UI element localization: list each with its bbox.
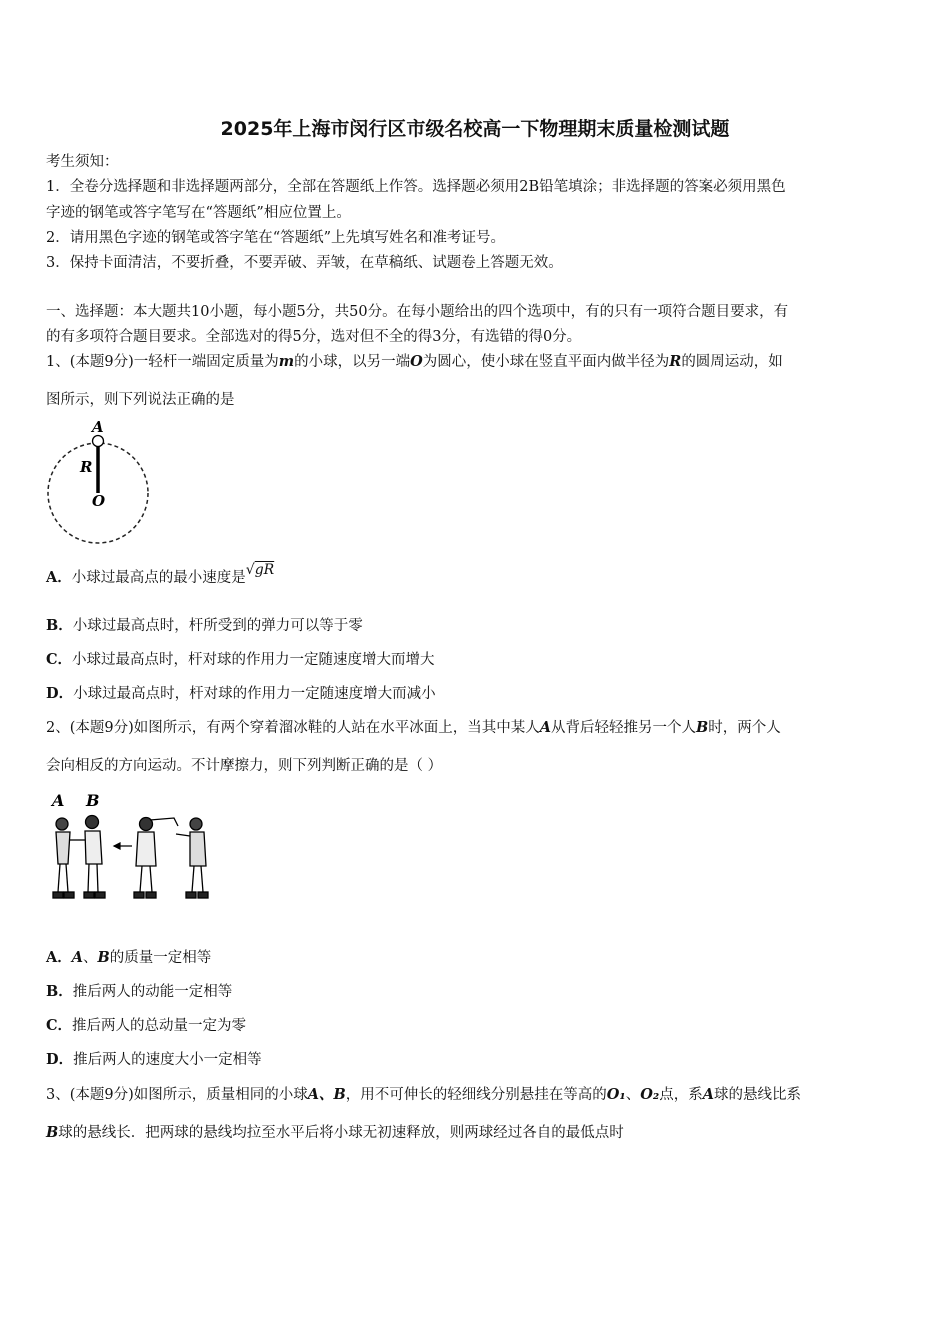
q1-option-d: D．小球过最高点时，杆对球的作用力一定随速度增大而减小: [46, 685, 436, 702]
q3-stem-line-2: B球的悬线长．把两球的悬线均拉至水平后将小球无初速释放，则两球经过各自的最低点时: [46, 1124, 624, 1141]
section-instructions-line-1: 一、选择题：本大题共10小题，每小题5分，共50分。在每小题给出的四个选项中，有的只有一项符合题目要求，有: [46, 304, 789, 320]
notice-heading: 考生须知：: [46, 154, 119, 170]
q2-stem-line-1: 2、(本题9分)如图所示，有两个穿着溜冰鞋的人站在水平冰面上，当其中某人A从背后轻轻推另一个人B时，两个人: [46, 719, 781, 736]
q2-skater-a-after: [176, 818, 208, 898]
q2-option-b: B．推后两人的动能一定相等: [46, 983, 233, 1000]
q1-option-c: C．小球过最高点时，杆对球的作用力一定随速度增大而增大: [46, 651, 435, 668]
page-title: 2025年上海市闵行区市级名校高一下物理期末质量检测试题: [220, 118, 730, 140]
section-instructions-line-2: 的有多项符合题目要求。全部选对的得5分，选对但不全的得3分，有选错的得0分。: [46, 329, 582, 345]
q1-option-b: B．小球过最高点时，杆所受到的弹力可以等于零: [46, 617, 363, 634]
q2-label-a: A: [52, 791, 65, 810]
q1-ball: [93, 436, 104, 447]
q1-stem-line-2: 图所示，则下列说法正确的是: [46, 392, 235, 408]
q2-arrow-left-icon: [114, 843, 132, 849]
notice-line-2: 字迹的钢笔或答字笔写在“答题纸”相应位置上。: [46, 205, 351, 221]
q1-label-o: O: [92, 492, 106, 510]
q1-circle-figure: [44, 418, 156, 546]
q2-option-c: C．推后两人的总动量一定为零: [46, 1017, 247, 1034]
q2-option-a: A．A、B的质量一定相等: [46, 949, 212, 966]
q3-stem-line-1: 3、(本题9分)如图所示，质量相同的小球A、B，用不可伸长的轻细线分别悬挂在等高的O₁、O₂点，系A球的悬线比系: [46, 1086, 802, 1103]
q2-skater-b-after: [134, 818, 178, 899]
notice-line-4: 3．保持卡面清洁，不要折叠，不要弄破、弄皱，在草稿纸、试题卷上答题无效。: [46, 255, 563, 271]
q2-skaters-figure: [44, 788, 220, 910]
q2-option-d: D．推后两人的速度大小一定相等: [46, 1051, 262, 1068]
q1-label-a: A: [92, 418, 104, 436]
q2-stem-line-2: 会向相反的方向运动。不计摩擦力，则下列判断正确的是（ ）: [46, 758, 443, 774]
notice-line-1: 1．全卷分选择题和非选择题两部分，全部在答题纸上作答。选择题必须用2B铅笔填涂；非选择题的答案必须用黑色: [46, 179, 786, 195]
q1-label-r: R: [80, 458, 93, 476]
q2-skater-b-before: [84, 816, 105, 899]
q2-label-b: B: [86, 791, 100, 810]
q1-option-a: A．小球过最高点的最小速度是√gR: [46, 562, 275, 586]
notice-line-3: 2．请用黑色字迹的钢笔或答字笔在“答题纸”上先填写姓名和准考证号。: [46, 230, 506, 246]
sqrt-icon: √gR: [245, 562, 275, 578]
q1-stem-line-1: 1、(本题9分)一轻杆一端固定质量为m的小球，以另一端O为圆心，使小球在竖直平面内做半径为R的圆周运动，如: [46, 353, 783, 370]
q2-skater-a-before: [53, 818, 86, 898]
